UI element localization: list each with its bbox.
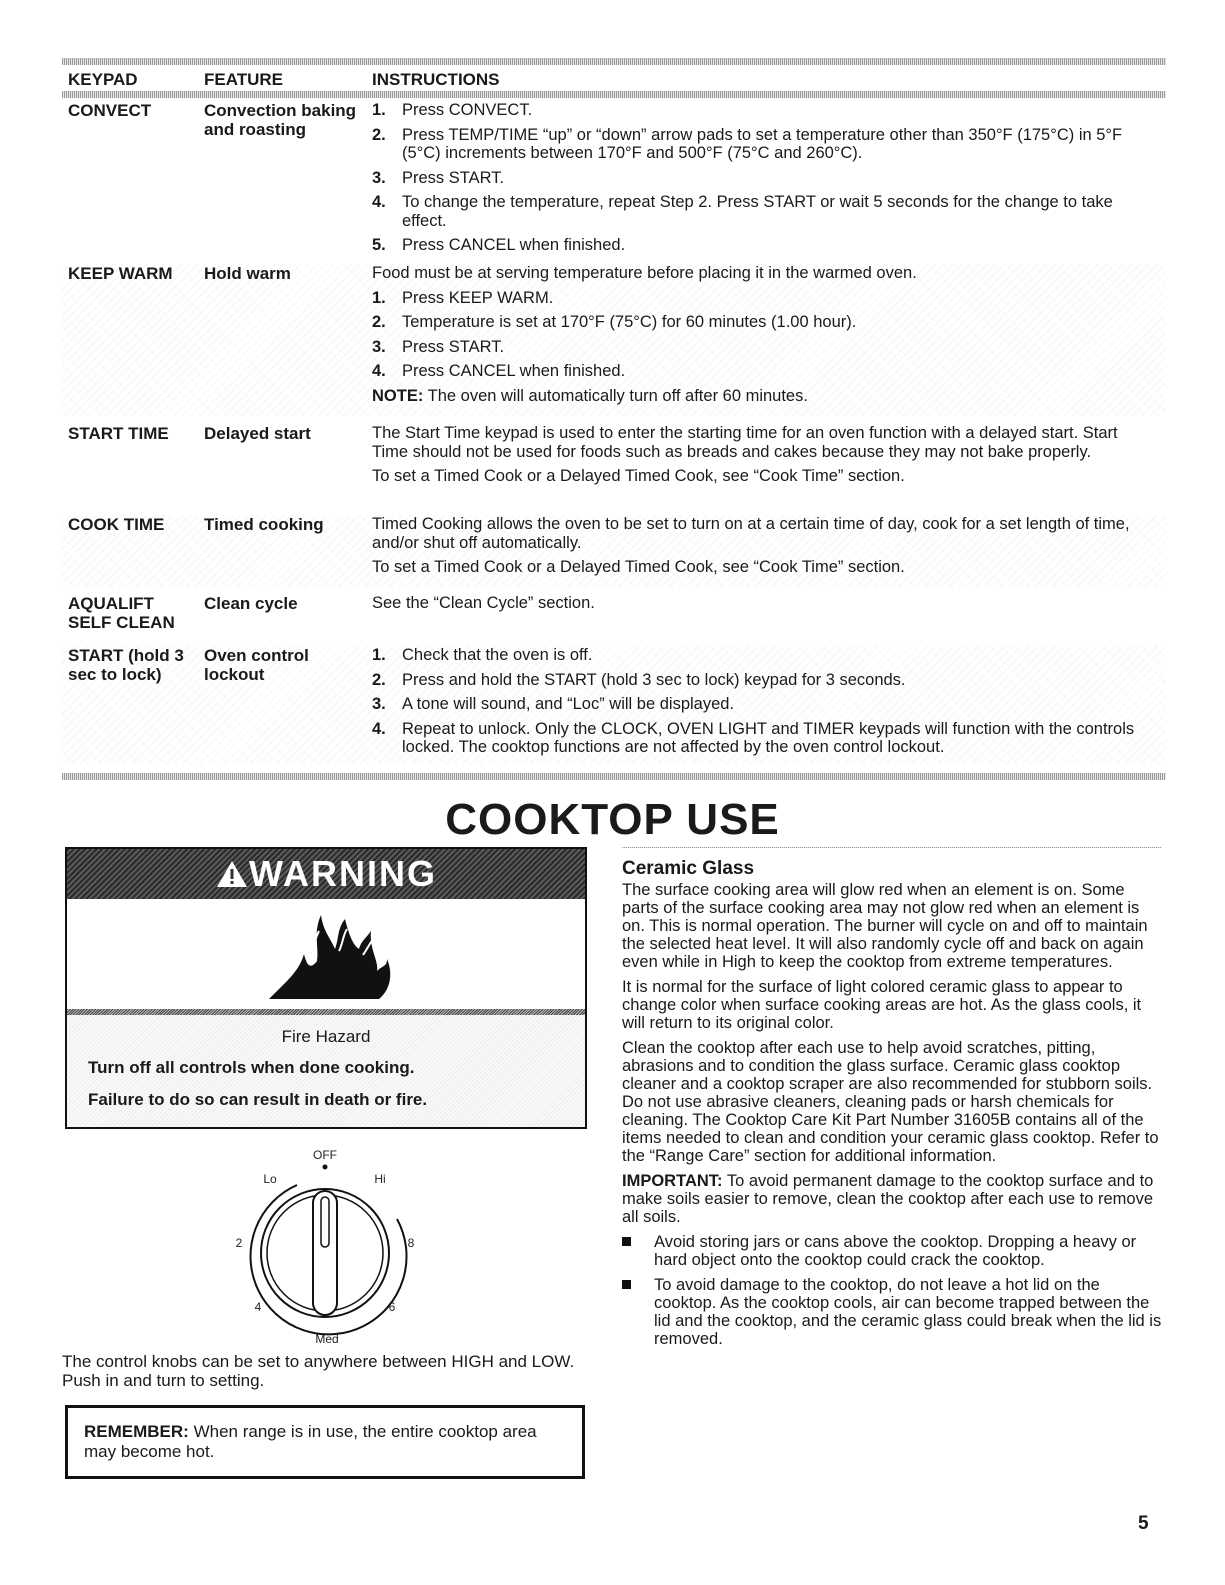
warning-icon-area (67, 899, 585, 1009)
header-instructions: INSTRUCTIONS (372, 70, 500, 89)
step-text: Press START. (402, 168, 505, 187)
feature-cell: Oven control lockout (204, 646, 309, 684)
instruction-step (372, 101, 1152, 120)
header-keypad: KEYPAD (68, 70, 138, 89)
keypad-cell: START (hold 3 sec to lock) (68, 646, 184, 684)
instructions-cell (372, 646, 1152, 763)
step-number: 1. (372, 646, 386, 664)
step-number: 1. (372, 288, 386, 307)
ceramic-paragraph-3: Clean the cooktop after each use to help avoid scratches, pitting, abrasions and to condition the glass surface. Ceramic glass cooktop cleaner and a cooktop scraper are also recommended for stubborn soils. Do not use abrasive cleaners, cleaning pads or harsh chemicals for cleaning. The Cooktop Care Kit Part Number 31605B contains all of the items needed to clean and condition your ceramic glass cooktop. Refer to the “Range Care” section for additional information. (622, 1039, 1159, 1165)
feature-cell: Timed cooking (204, 515, 324, 534)
step-number: 2. (372, 125, 386, 144)
instruction-paragraph: The Start Time keypad is used to enter the starting time for an oven function with a delayed start. Start Time should not be used for foods such as breads and cakes because they may not bake properly. (372, 424, 1118, 461)
instructions-cell (372, 515, 1152, 583)
warning-triangle-icon (215, 859, 249, 889)
instruction-steps (372, 101, 1152, 255)
important-text: To avoid permanent damage to the cooktop surface and to make soils easier to remove, clean the cooktop after each use to remove all soils. (622, 1172, 1154, 1226)
step-number: 2. (372, 670, 386, 689)
step-number: 4. (372, 193, 386, 211)
warning-message (67, 1015, 585, 1127)
instruction-step (372, 338, 1152, 357)
instructions-cell (372, 101, 1152, 261)
remember-body: When range is in use, the entire cooktop area may become hot. (84, 1422, 537, 1461)
step-number: 2. (372, 313, 386, 331)
table-row (62, 101, 1166, 253)
step-number: 3. (372, 337, 386, 356)
feature-cell: Delayed start (204, 424, 311, 443)
keypad-cell: AQUALIFT SELF CLEAN (68, 594, 175, 632)
bullet-square-icon (622, 1237, 631, 1246)
ceramic-glass-section (622, 848, 1162, 1355)
instruction-step (372, 289, 1152, 308)
step-text: Press CANCEL when finished. (402, 236, 626, 254)
warning-heading (67, 853, 585, 895)
bullet-square-icon (622, 1280, 631, 1289)
ceramic-important (622, 1172, 1162, 1226)
warning-box (65, 847, 587, 1129)
knob-label-6: 6 (388, 1300, 396, 1314)
knob-label-med: Med (315, 1332, 339, 1346)
fire-icon (269, 909, 399, 1005)
step-number: 3. (372, 168, 386, 187)
instruction-steps (372, 289, 1152, 381)
step-text: Press TEMP/TIME “up” or “down” arrow pads to set a temperature other than 350°F (175°C) in 5°F (5°C) increments between 170°F and 500°F (75°C and 260°C). (402, 125, 1123, 162)
bullet-text: To avoid damage to the cooktop, do not leave a hot lid on the cooktop. As the cooktop cools, air can become trapped between the lid and the cooktop, and the ceramic glass could break when the lid is removed. (654, 1276, 1162, 1348)
section-title: COOKTOP USE (445, 795, 780, 844)
step-text: Temperature is set at 170°F (75°C) for 60 minutes (1.00 hour). (402, 313, 857, 331)
instruction-step (372, 169, 1152, 188)
step-text: Press and hold the START (hold 3 sec to lock) keypad for 3 seconds. (402, 670, 906, 689)
knob-label-2: 2 (235, 1236, 243, 1250)
instruction-step (372, 646, 1152, 665)
step-number: 5. (372, 236, 386, 254)
instruction-step (372, 695, 1152, 714)
table-row (62, 515, 1166, 587)
knob-indicator (321, 1197, 329, 1247)
warning-line-1: Turn off all controls when done cooking. (88, 1058, 415, 1077)
remember-label: REMEMBER: (84, 1422, 189, 1441)
instruction-step (372, 720, 1152, 757)
warning-label: WARNING (249, 853, 437, 894)
keypad-cell: COOK TIME (68, 515, 165, 534)
page-number: 5 (1138, 1513, 1149, 1534)
feature-cell: Clean cycle (204, 594, 298, 613)
instruction-step (372, 671, 1152, 690)
step-text: Check that the oven is off. (402, 646, 593, 664)
instruction-step (372, 193, 1152, 230)
ceramic-heading: Ceramic Glass (622, 848, 1162, 878)
instructions-cell (372, 264, 1152, 411)
instruction-paragraph: To set a Timed Cook or a Delayed Timed Cook, see “Cook Time” section. (372, 467, 905, 485)
header-feature: FEATURE (204, 70, 284, 89)
control-knob-diagram (225, 1145, 425, 1355)
knob-label-8: 8 (407, 1236, 415, 1250)
step-text: Repeat to unlock. Only the CLOCK, OVEN LIGHT and TIMER keypads will function with the controls locked. The cooktop functions are not affected by the oven control lockout. (402, 719, 1135, 756)
step-text: Press CANCEL when finished. (402, 362, 626, 380)
instruction-steps (372, 646, 1152, 757)
table-row (62, 424, 1166, 512)
keypad-cell: START TIME (68, 424, 169, 443)
step-number: 1. (372, 101, 386, 119)
table-row (62, 646, 1166, 764)
ceramic-paragraph-2: It is normal for the surface of light colored ceramic glass to appear to change color when surface cooking areas are hot. As the glass cools, it will return to its original color. (622, 978, 1142, 1032)
instruction-intro: Food must be at serving temperature before placing it in the warmed oven. (372, 264, 917, 282)
step-text: A tone will sound, and “Loc” will be displayed. (402, 695, 735, 713)
keypad-cell: KEEP WARM (68, 264, 173, 283)
knob-label-4: 4 (254, 1300, 262, 1314)
step-number: 4. (372, 719, 386, 738)
knob-off-dot (323, 1165, 328, 1170)
bullet-item (622, 1233, 1162, 1269)
note-text: The oven will automatically turn off after 60 minutes. (427, 386, 808, 405)
table-row (62, 594, 1166, 640)
instruction-step (372, 236, 1152, 255)
table-top-rule (62, 58, 1166, 65)
knob-caption: The control knobs can be set to anywhere between HIGH and LOW. Push in and turn to setting. (62, 1352, 575, 1390)
step-text: Press START. (402, 337, 505, 356)
warning-hazard: Fire Hazard (281, 1027, 371, 1046)
table-bottom-rule (62, 773, 1166, 780)
warning-line-2: Failure to do so can result in death or fire. (88, 1090, 428, 1109)
step-text: Press KEEP WARM. (402, 288, 554, 307)
instruction-paragraph: Timed Cooking allows the oven to be set to turn on at a certain time of day, cook for a set length of time, and/or shut off automatically. (372, 515, 1130, 552)
remember-text (84, 1422, 564, 1462)
table-row (62, 264, 1166, 416)
bullet-text: Avoid storing jars or cans above the cooktop. Dropping a heavy or hard object onto the cooktop could crack the cooktop. (654, 1233, 1137, 1269)
remember-box (65, 1405, 585, 1479)
keypad-cell: CONVECT (68, 101, 152, 120)
step-text: Press CONVECT. (402, 101, 533, 119)
ceramic-paragraph-1: The surface cooking area will glow red when an element is on. Some parts of the surface cooking area may not glow red when an element is on. This is normal operation. The burner will cycle on and off to maintain the selected heat level. It will also randomly cycle off and back on again even while in High to keep the cooktop from extreme temperatures. (622, 881, 1148, 971)
feature-cell: Convection baking and roasting (204, 101, 357, 139)
instruction-paragraph: See the “Clean Cycle” section. (372, 594, 595, 612)
instructions-cell (372, 594, 1152, 619)
knob-label-hi: Hi (374, 1172, 386, 1186)
instruction-paragraph: To set a Timed Cook or a Delayed Timed Cook, see “Cook Time” section. (372, 558, 905, 576)
step-number: 4. (372, 362, 386, 380)
instruction-step (372, 126, 1152, 163)
feature-cell: Hold warm (204, 264, 291, 283)
instruction-step (372, 362, 1152, 381)
instruction-step (372, 313, 1152, 332)
header-rule (62, 91, 1166, 98)
ceramic-bullets (622, 1233, 1162, 1348)
bullet-item (622, 1276, 1162, 1348)
knob-label-lo: Lo (263, 1172, 277, 1186)
note-label: NOTE: (372, 386, 424, 405)
step-number: 3. (372, 695, 386, 713)
knob-label-off: OFF (313, 1148, 337, 1162)
instructions-cell (372, 424, 1152, 492)
step-text: To change the temperature, repeat Step 2. Press START or wait 5 seconds for the change to take effect. (402, 193, 1113, 230)
important-label: IMPORTANT: (622, 1172, 723, 1190)
instruction-note (372, 387, 1152, 406)
